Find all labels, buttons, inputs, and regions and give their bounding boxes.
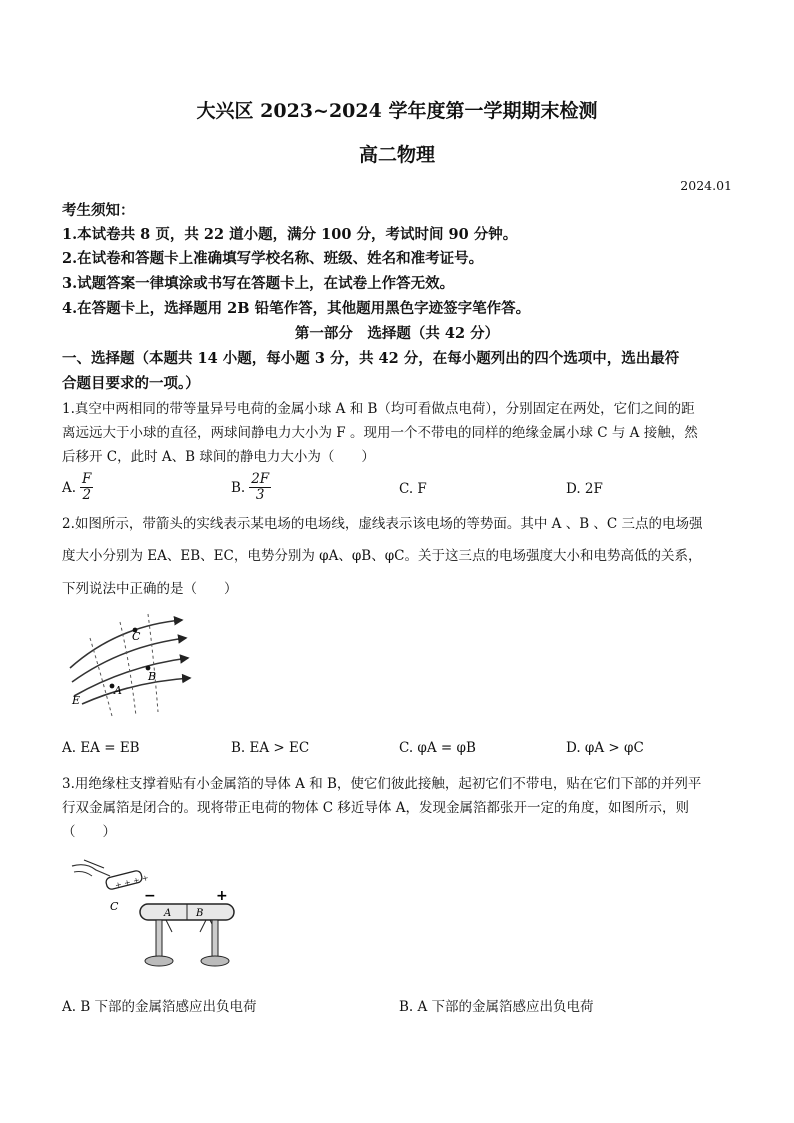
stand-right (212, 920, 218, 958)
q2-option-c[interactable]: C. φA = φB (399, 740, 476, 756)
notice-heading: 考生须知： (62, 202, 135, 219)
q1-option-a-fraction: $\frac{F}{2}$ (82, 471, 92, 503)
hand-shape (74, 872, 92, 877)
q2-option-a[interactable]: A. EA = EB (62, 740, 140, 756)
notice-item-4: 4.在答题卡上，选择题用 2B 铅笔作答，其他题用黑色字迹签字笔作答。 (62, 300, 531, 317)
field-line (70, 620, 182, 668)
exam-title: 大兴区 2023~2024 学年度第一学期期末检测 (196, 100, 598, 122)
base-right (201, 956, 229, 966)
q1-option-b-fraction: $\frac{2F}{3}$ (251, 471, 270, 503)
q1-text-line2: 离远远大于小球的直径，两球间静电力大小为 F 。现用一个不带电的同样的绝缘金属小球 C 与 A 接触，然 (62, 425, 698, 441)
q1-text-line3: 后移开 C，此时 A、B 球间的静电力大小为（ ） (62, 449, 375, 465)
label-a: A (114, 684, 122, 697)
q2-option-b[interactable]: B. EA > EC (231, 740, 310, 756)
q1-option-b-label: B. (231, 479, 246, 496)
q2-text-line2: 度大小分别为 EA、EB、EC，电势分别为 φA、φB、φC。关于这三点的电场强度大小和电势高低的关系， (62, 548, 702, 564)
exam-date: 2024.01 (680, 178, 732, 193)
section-instructions-line2: 合题目要求的一项。） (62, 375, 200, 392)
q1-option-a[interactable] (62, 472, 93, 503)
notice-item-3: 3.试题答案一律填涂或书写在答题卡上，在试卷上作答无效。 (62, 275, 455, 292)
arrow-icon (84, 860, 104, 868)
field-line (82, 678, 190, 704)
q1-option-b[interactable] (231, 472, 271, 503)
label-b: B (196, 908, 204, 919)
part1-title: 第一部分 选择题（共 42 分） (294, 325, 500, 342)
base-left (145, 956, 173, 966)
electric-field-figure (62, 608, 192, 718)
q1-option-d[interactable]: D. 2F (566, 481, 603, 497)
section-instructions-line1: 一、选择题（本题共 14 小题，每小题 3 分，共 42 分，在每小题列出的四个选项中，选出最符 (62, 350, 680, 367)
field-line (72, 638, 186, 682)
exam-subject: 高二物理 (358, 144, 435, 166)
q2-text-line3: 下列说法中正确的是（ ） (62, 581, 238, 597)
stand-left (156, 920, 162, 958)
plus-sign: + (216, 888, 228, 904)
label-a: A (164, 908, 172, 919)
q3-text-line3: （ ） (62, 824, 116, 840)
q3-text-line1: 3.用绝缘柱支撑着贴有小金属箔的导体 A 和 B，使它们彼此接触，起初它们不带电，贴在它们下部的并列平 (62, 776, 702, 792)
q1-option-a-label: A. (62, 479, 77, 496)
notice-item-1: 1.本试卷共 8 页，共 22 道小题，满分 100 分，考试时间 90 分钟。 (62, 226, 518, 243)
label-b: B (148, 670, 157, 683)
svg-text:+ + + +: + + + + (114, 873, 150, 891)
label-c: C (132, 630, 141, 643)
q3-text-line2: 行双金属箔是闭合的。现将带正电荷的物体 C 移近导体 A，发现金属箔都张开一定的角度，如图所示，则 (62, 800, 689, 816)
notice-item-2: 2.在试卷和答题卡上准确填写学校名称、班级、姓名和准考证号。 (62, 250, 484, 267)
hand-shape (72, 865, 110, 876)
label-c: C (110, 900, 119, 913)
q1-option-c[interactable]: C. F (399, 481, 427, 497)
conductor-figure (66, 858, 256, 973)
q3-option-b[interactable]: B. A 下部的金属箔感应出负电荷 (399, 999, 594, 1015)
q2-option-d[interactable]: D. φA > φC (566, 740, 644, 756)
q1-text-line1: 1.真空中两相同的带等量异号电荷的金属小球 A 和 B（均可看做点电荷），分别固定在两处，它们之间的距 (62, 401, 695, 417)
q2-text-line1: 2.如图所示，带箭头的实线表示某电场的电场线，虚线表示该电场的等势面。其中 A 、B 、C 三点的电场强 (62, 516, 703, 532)
minus-sign: − (144, 888, 156, 904)
q3-option-a[interactable]: A. B 下部的金属箔感应出负电荷 (62, 999, 257, 1015)
label-e: E (72, 694, 81, 707)
